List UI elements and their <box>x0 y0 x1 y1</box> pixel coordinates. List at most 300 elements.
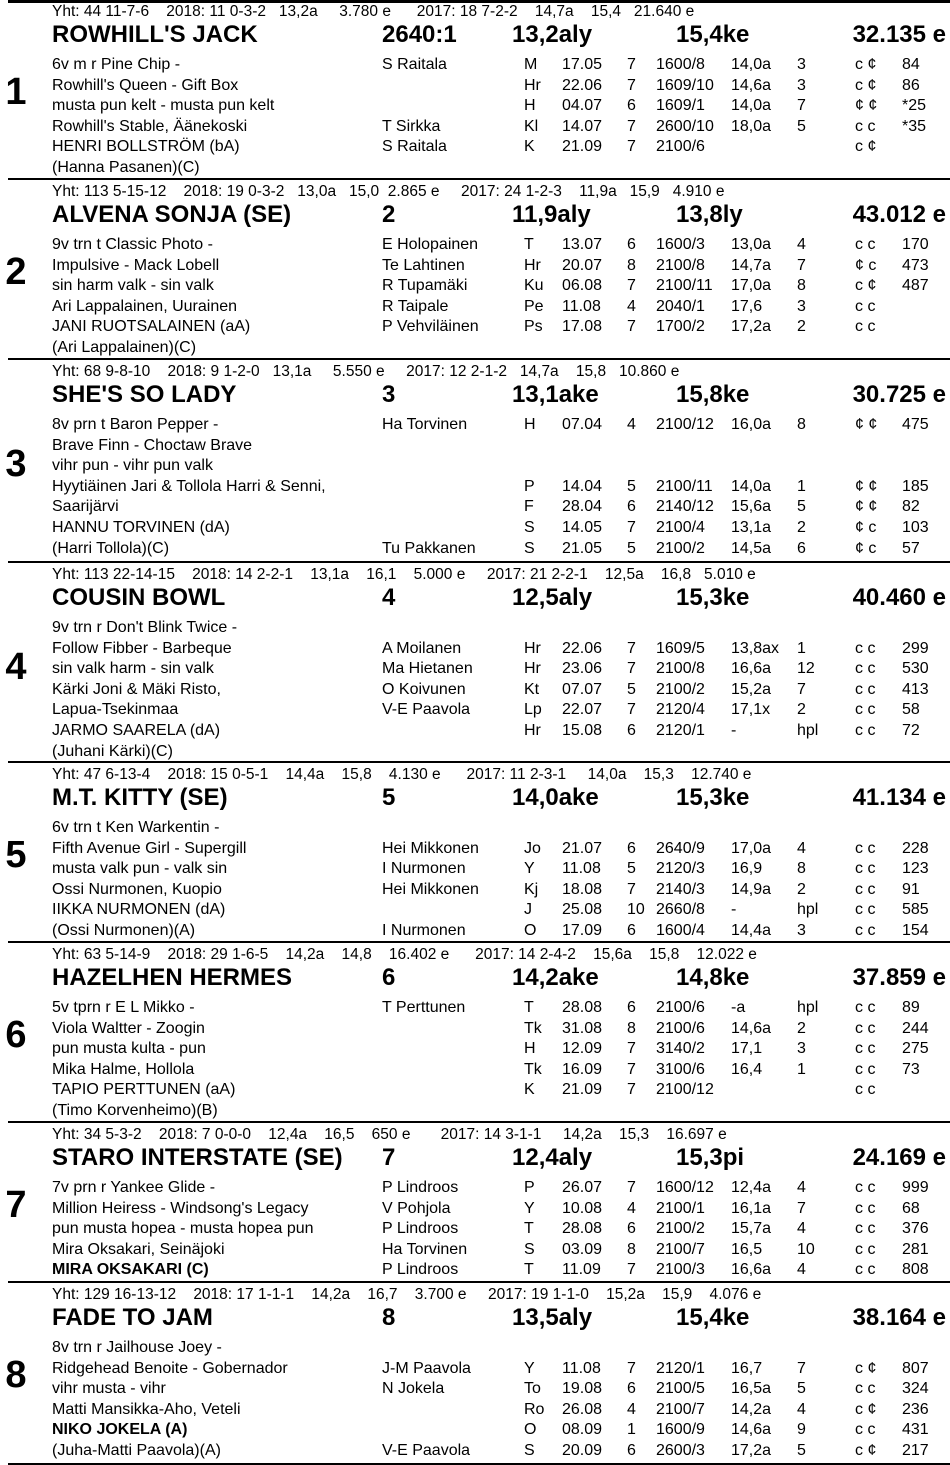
start-place: 10 <box>797 1240 815 1258</box>
entry-2 <box>0 180 950 360</box>
start-place: 3 <box>797 297 806 315</box>
start-n: 6 <box>627 498 636 516</box>
start-time: 17,1 <box>731 1040 763 1058</box>
start-date: 11.09 <box>562 1261 601 1279</box>
start-odds: 154 <box>902 922 929 939</box>
start-track: S <box>524 519 535 536</box>
record-standing: 15,4ke <box>676 21 750 48</box>
info-line: IIKKA NURMONEN (dA) <box>52 901 226 919</box>
start-date: 14.05 <box>562 519 603 536</box>
start-place: 3 <box>797 922 806 939</box>
horse-name: SHE'S SO LADY <box>52 381 237 408</box>
start-date: 03.09 <box>562 1240 603 1258</box>
start-date: 18.08 <box>562 880 603 898</box>
entry-1 <box>0 0 950 180</box>
start-track: Ku <box>524 277 544 295</box>
start-driver: Ha Torvinen <box>382 416 468 433</box>
info-line: vihr pun - vihr pun valk <box>52 457 213 475</box>
start-place: 8 <box>797 416 806 433</box>
start-place: 2 <box>797 701 806 719</box>
start-dist: 1609/10 <box>656 76 714 94</box>
start-time: - <box>731 722 737 739</box>
record-auto: 11,9aly <box>512 201 591 228</box>
start-odds: 89 <box>902 999 920 1016</box>
start-dist: 2100/2 <box>656 680 705 698</box>
info-line: Saarijärvi <box>52 498 119 516</box>
start-time: 15,6a <box>731 498 772 516</box>
start-odds: 73 <box>902 1060 920 1078</box>
start-shoe: c c <box>855 1060 876 1078</box>
start-track: M <box>524 56 538 73</box>
start-date: 07.07 <box>562 680 603 698</box>
start-track: S <box>524 1442 535 1459</box>
start-time: 16,9 <box>731 860 763 878</box>
start-n: 7 <box>627 138 636 156</box>
start-dist: 2100/5 <box>656 1380 705 1398</box>
start-date: 19.08 <box>562 1380 603 1398</box>
info-line: Million Heiress - Windsong's Legacy <box>52 1199 309 1217</box>
start-date: 04.07 <box>562 97 603 115</box>
info-line: (Ossi Nurmonen)(A) <box>52 921 196 939</box>
start-track: Hr <box>524 76 541 94</box>
start-odds: 244 <box>902 1019 929 1037</box>
start-odds: 58 <box>902 701 920 719</box>
start-place: 7 <box>797 256 806 274</box>
start-place: hpl <box>797 901 819 919</box>
start-shoe: c c <box>855 660 876 678</box>
start-track: T <box>524 999 534 1016</box>
start-date: 28.08 <box>562 999 603 1016</box>
start-shoe: c ¢ <box>855 76 877 94</box>
start-dist: 2100/11 <box>656 277 713 295</box>
start-number: 3 <box>5 443 27 485</box>
start-shoe: c c <box>855 1220 876 1238</box>
start-odds: 72 <box>902 722 920 739</box>
start-date: 28.04 <box>562 498 603 516</box>
start-odds: 228 <box>902 839 929 857</box>
start-time: 16,6a <box>731 1261 772 1279</box>
track-position: 2640:1 <box>382 21 457 48</box>
start-date: 21.09 <box>562 138 603 156</box>
start-n: 7 <box>627 519 636 536</box>
start-place: 3 <box>797 76 806 94</box>
start-place: 9 <box>797 1421 806 1439</box>
start-shoe: c c <box>855 297 876 315</box>
start-shoe: c c <box>855 117 876 135</box>
start-odds: 475 <box>902 416 929 433</box>
start-dist: 2120/4 <box>656 701 705 719</box>
start-dist: 1600/4 <box>656 922 705 939</box>
start-place: 6 <box>797 539 806 557</box>
start-date: 17.09 <box>562 922 603 939</box>
start-n: 7 <box>627 1081 636 1099</box>
start-dist: 1600/12 <box>656 1179 714 1196</box>
start-place: 5 <box>797 1442 806 1459</box>
start-n: 7 <box>627 1040 636 1058</box>
start-shoe: c ¢ <box>855 1442 877 1459</box>
horse-name: COUSIN BOWL <box>52 584 226 611</box>
start-place: 2 <box>797 519 806 536</box>
start-place: 4 <box>797 236 806 253</box>
start-date: 21.09 <box>562 1081 603 1099</box>
record-auto: 13,2aly <box>512 21 593 48</box>
info-line: musta pun kelt - musta pun kelt <box>52 97 275 115</box>
start-n: 7 <box>627 701 636 719</box>
start-place: 8 <box>797 860 806 878</box>
start-date: 17.08 <box>562 318 603 336</box>
start-n: 6 <box>627 722 636 739</box>
start-shoe: c c <box>855 922 876 939</box>
start-time: 14,5a <box>731 539 772 557</box>
start-time: 17,0a <box>731 839 772 857</box>
start-place: 5 <box>797 1380 806 1398</box>
total-earnings: 30.725 e <box>852 381 946 408</box>
start-track: Hr <box>524 722 541 739</box>
start-place: 1 <box>797 639 806 657</box>
horse-info <box>52 618 237 762</box>
start-dist: 2100/4 <box>656 519 705 536</box>
start-track: Y <box>524 1199 535 1217</box>
start-place: 4 <box>797 1220 806 1238</box>
start-shoe: c ¢ <box>855 56 877 73</box>
start-shoe: c c <box>855 1081 876 1099</box>
start-place: 7 <box>797 97 806 115</box>
start-odds: 324 <box>902 1380 929 1398</box>
start-driver: S Raitala <box>382 56 447 73</box>
start-number: 8 <box>5 1354 27 1396</box>
start-n: 4 <box>627 416 636 433</box>
info-line: Hyytiäinen Jari & Tollola Harri & Senni, <box>52 477 326 495</box>
start-track: T <box>524 1220 534 1238</box>
start-time: 13,1a <box>731 519 772 536</box>
start-dist: 3100/6 <box>656 1060 705 1078</box>
start-shoe: ¢ c <box>855 519 877 536</box>
start-shoe: c ¢ <box>855 277 877 295</box>
career-stats: Yht: 34 5-3-2 2018: 7 0-0-0 12,4a 16,5 650 e 2017: 14 3-1-1 14,2a 15,3 16.697 e <box>52 1126 727 1143</box>
start-date: 07.04 <box>562 416 603 433</box>
start-driver: V-E Paavola <box>382 1442 471 1459</box>
horse-name: ALVENA SONJA (SE) <box>52 201 292 228</box>
start-n: 4 <box>627 1400 636 1418</box>
start-place: 4 <box>797 839 806 857</box>
info-line: Kärki Joni & Mäki Risto, <box>52 680 221 698</box>
start-number: 2 <box>5 251 27 293</box>
start-time: 16,0a <box>731 416 772 433</box>
start-date: 22.06 <box>562 639 603 657</box>
start-date: 31.08 <box>562 1019 603 1037</box>
start-odds: 431 <box>902 1421 929 1439</box>
start-number: 5 <box>5 834 27 876</box>
start-place: 2 <box>797 1019 806 1037</box>
total-earnings: 37.859 e <box>852 964 946 991</box>
start-shoe: c c <box>855 680 876 698</box>
start-odds: 808 <box>902 1261 929 1279</box>
start-track: K <box>524 138 535 156</box>
start-shoe: ¢ c <box>855 539 877 557</box>
info-line: Lapua-Tsekinmaa <box>52 701 179 719</box>
start-n: 5 <box>627 860 636 878</box>
start-time: 17,1x <box>731 701 771 719</box>
start-date: 21.07 <box>562 839 603 857</box>
start-driver: P Lindroos <box>382 1179 459 1196</box>
info-line: (Juhani Kärki)(C) <box>52 742 173 760</box>
start-track: Kj <box>524 880 539 898</box>
start-dist: 2040/1 <box>656 297 705 315</box>
start-shoe: c ¢ <box>855 1400 877 1418</box>
start-track: J <box>524 901 532 919</box>
start-dist: 2640/9 <box>656 839 705 857</box>
start-date: 15.08 <box>562 722 603 739</box>
start-driver: R Taipale <box>382 297 449 315</box>
track-position: 3 <box>382 381 396 408</box>
horse-name: ROWHILL'S JACK <box>52 21 258 48</box>
start-time: -a <box>731 999 746 1016</box>
start-date: 11.08 <box>562 1359 601 1377</box>
start-n: 7 <box>627 1359 636 1377</box>
start-dist: 2660/8 <box>656 901 705 919</box>
start-n: 6 <box>627 1220 636 1238</box>
info-line: (Timo Korvenheimo)(B) <box>52 1101 218 1119</box>
start-odds: 376 <box>902 1220 929 1238</box>
start-odds: 91 <box>902 880 920 898</box>
start-place: 7 <box>797 1199 806 1217</box>
horse-name: STARO INTERSTATE (SE) <box>52 1144 343 1171</box>
start-track: Tk <box>524 1060 542 1078</box>
start-n: 7 <box>627 1261 636 1279</box>
career-stats: Yht: 113 22-14-15 2018: 14 2-2-1 13,1a 16,1 5.000 e 2017: 21 2-2-1 12,5a 16,8 5.010 e <box>52 566 756 583</box>
record-standing: 15,3pi <box>676 1144 745 1171</box>
info-line: (Juha-Matti Paavola)(A) <box>52 1441 221 1459</box>
start-odds: 299 <box>902 639 929 657</box>
record-standing: 15,3ke <box>676 584 750 611</box>
horse-info <box>52 235 250 359</box>
start-date: 08.09 <box>562 1421 603 1439</box>
start-dist: 1700/2 <box>656 318 705 336</box>
start-date: 12.09 <box>562 1040 603 1058</box>
start-dist: 2120/1 <box>656 722 705 739</box>
total-earnings: 32.135 e <box>852 21 946 48</box>
start-time: 13,0a <box>731 236 772 253</box>
start-n: 7 <box>627 660 636 678</box>
start-n: 7 <box>627 117 636 135</box>
start-place: 2 <box>797 880 806 898</box>
start-n: 7 <box>627 277 636 295</box>
horse-name: FADE TO JAM <box>52 1304 213 1331</box>
start-track: S <box>524 1240 535 1258</box>
start-dist: 2100/11 <box>656 477 713 495</box>
start-shoe: ¢ c <box>855 256 877 274</box>
start-shoe: c c <box>855 839 876 857</box>
start-track: H <box>524 416 536 433</box>
start-place: 5 <box>797 117 806 135</box>
start-driver: Hei Mikkonen <box>382 880 479 898</box>
entry-5 <box>0 763 950 943</box>
start-date: 10.08 <box>562 1199 603 1217</box>
start-shoe: c c <box>855 701 876 719</box>
start-date: 28.08 <box>562 1220 603 1238</box>
start-driver: P Lindroos <box>382 1261 459 1279</box>
start-driver: J-M Paavola <box>382 1359 471 1377</box>
entry-3 <box>0 360 950 563</box>
start-driver: T Perttunen <box>382 999 466 1016</box>
start-shoe: ¢ ¢ <box>855 416 878 433</box>
start-odds: *35 <box>902 117 927 135</box>
info-line: Brave Finn - Choctaw Brave <box>52 436 253 454</box>
start-shoe: c c <box>855 999 876 1016</box>
start-driver: E Holopainen <box>382 236 479 253</box>
info-line: pun musta kulta - pun <box>52 1040 206 1058</box>
start-date: 14.07 <box>562 117 603 135</box>
start-place: 7 <box>797 680 806 698</box>
start-odds: 185 <box>902 477 929 495</box>
info-line: sin harm valk - sin valk <box>52 277 214 295</box>
start-dist: 3140/2 <box>656 1040 705 1058</box>
start-place: 3 <box>797 1040 806 1058</box>
start-place: 7 <box>797 1359 806 1377</box>
start-place: 8 <box>797 277 806 295</box>
start-place: 3 <box>797 56 806 73</box>
start-track: K <box>524 1081 535 1099</box>
track-position: 6 <box>382 964 396 991</box>
start-time: 17,2a <box>731 318 772 336</box>
track-position: 8 <box>382 1304 396 1331</box>
start-shoe: c c <box>855 1380 876 1398</box>
start-place: 1 <box>797 1060 806 1078</box>
start-odds: 84 <box>902 56 920 73</box>
start-track: F <box>524 498 534 516</box>
record-auto: 13,5aly <box>512 1304 593 1331</box>
start-shoe: c c <box>855 1240 876 1258</box>
start-dist: 1609/5 <box>656 639 705 657</box>
start-time: - <box>731 901 737 919</box>
info-line: Rowhill's Queen - Gift Box <box>52 76 239 94</box>
info-line: TAPIO PERTTUNEN (aA) <box>52 1081 236 1099</box>
start-place: 4 <box>797 1179 806 1196</box>
start-driver: Tu Pakkanen <box>382 539 476 557</box>
start-time: 14,6a <box>731 76 772 94</box>
start-driver: S Raitala <box>382 138 447 156</box>
start-time: 15,7a <box>731 1220 772 1238</box>
record-auto: 14,2ake <box>512 964 599 991</box>
start-shoe: ¢ ¢ <box>855 97 878 115</box>
start-track: P <box>524 1179 535 1196</box>
info-line: 6v trn t Ken Warkentin - <box>52 819 220 836</box>
horse-name: HAZELHEN HERMES <box>52 964 293 991</box>
start-date: 11.08 <box>562 860 601 878</box>
start-n: 5 <box>627 477 636 495</box>
start-date: 13.07 <box>562 236 603 253</box>
start-track: Ps <box>524 318 543 336</box>
start-time: 15,2a <box>731 680 772 698</box>
total-earnings: 38.164 e <box>852 1304 946 1331</box>
start-track: T <box>524 1261 534 1279</box>
start-odds: 170 <box>902 236 929 253</box>
start-driver: N Jokela <box>382 1380 445 1398</box>
record-auto: 13,1ake <box>512 381 599 408</box>
start-dist: 2100/7 <box>656 1240 705 1258</box>
start-date: 20.07 <box>562 256 603 274</box>
info-line: vihr musta - vihr <box>52 1380 166 1398</box>
start-shoe: c ¢ <box>855 138 877 156</box>
horse-info <box>52 55 274 179</box>
start-track: H <box>524 97 536 115</box>
start-shoe: c c <box>855 1179 876 1196</box>
horse-info <box>52 1338 288 1462</box>
start-track: Ro <box>524 1400 545 1418</box>
start-dist: 1600/8 <box>656 56 705 73</box>
start-track: T <box>524 236 534 253</box>
start-odds: *25 <box>902 97 927 115</box>
start-driver: R Tupamäki <box>382 277 468 295</box>
career-stats: Yht: 63 5-14-9 2018: 29 1-6-5 14,2a 14,8 16.402 e 2017: 14 2-4-2 15,6a 15,8 12.022 e <box>52 946 757 963</box>
start-n: 10 <box>627 901 645 919</box>
career-stats: Yht: 68 9-8-10 2018: 9 1-2-0 13,1a 5.550 e 2017: 12 2-1-2 14,7a 15,8 10.860 e <box>52 363 680 380</box>
start-dist: 2100/8 <box>656 256 705 274</box>
start-dist: 2100/6 <box>656 1019 705 1037</box>
info-line: Ari Lappalainen, Uurainen <box>52 297 238 315</box>
start-dist: 2120/1 <box>656 1359 705 1377</box>
info-line: Rowhill's Stable, Äänekoski <box>52 117 248 135</box>
start-place: 4 <box>797 1261 806 1279</box>
start-dist: 2100/3 <box>656 1261 705 1279</box>
start-dist: 1600/3 <box>656 236 705 253</box>
start-time: 18,0a <box>731 117 772 135</box>
start-dist: 2100/7 <box>656 1400 705 1418</box>
start-shoe: c c <box>855 901 876 919</box>
start-date: 17.05 <box>562 56 603 73</box>
start-number: 4 <box>5 646 27 688</box>
info-line: JANI RUOTSALAINEN (aA) <box>52 318 251 336</box>
record-standing: 15,8ke <box>676 381 750 408</box>
start-place: 4 <box>797 1400 806 1418</box>
track-position: 4 <box>382 584 396 611</box>
entry-4 <box>0 563 950 763</box>
start-driver: A Moilanen <box>382 639 462 657</box>
start-n: 5 <box>627 680 636 698</box>
start-odds: 68 <box>902 1199 920 1217</box>
info-line: Matti Mansikka-Aho, Veteli <box>52 1400 241 1418</box>
start-driver: Ma Hietanen <box>382 660 473 678</box>
info-line: 9v trn t Classic Photo - <box>52 236 213 253</box>
start-driver: Hei Mikkonen <box>382 839 479 857</box>
start-time: 13,8ax <box>731 639 780 657</box>
info-line: (Ari Lappalainen)(C) <box>52 338 197 356</box>
total-earnings: 40.460 e <box>852 584 946 611</box>
start-dist: 2100/8 <box>656 660 705 678</box>
driver-name: MIRA OKSAKARI (C) <box>52 1261 209 1279</box>
start-n: 7 <box>627 880 636 898</box>
info-line: Fifth Avenue Girl - Supergill <box>52 839 247 857</box>
start-track: Lp <box>524 701 542 719</box>
start-n: 8 <box>627 256 636 274</box>
info-line: pun musta hopea - musta hopea pun <box>52 1220 314 1238</box>
start-time: 16,7 <box>731 1359 763 1377</box>
start-odds: 530 <box>902 660 929 678</box>
start-n: 6 <box>627 922 636 939</box>
info-line: 7v prn r Yankee Glide - <box>52 1179 216 1196</box>
start-driver: T Sirkka <box>382 117 441 135</box>
start-dist: 2100/2 <box>656 539 705 557</box>
start-time: 14,0a <box>731 56 772 73</box>
start-dist: 2100/6 <box>656 138 705 156</box>
start-dist: 2600/3 <box>656 1442 705 1459</box>
start-date: 26.07 <box>562 1179 603 1196</box>
start-n: 4 <box>627 1199 636 1217</box>
start-odds: 999 <box>902 1179 929 1196</box>
start-date: 23.06 <box>562 660 603 678</box>
info-line: (Hanna Pasanen)(C) <box>52 158 200 176</box>
start-track: S <box>524 539 535 557</box>
